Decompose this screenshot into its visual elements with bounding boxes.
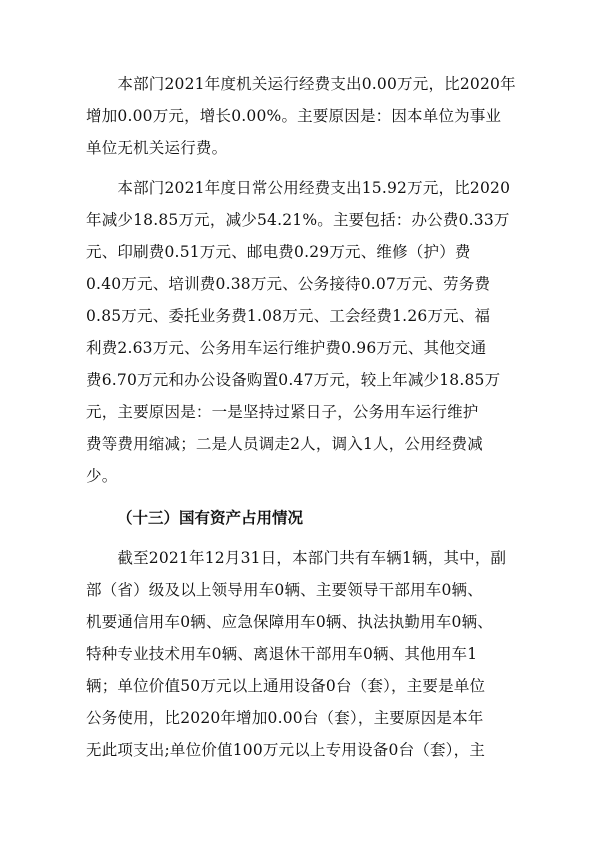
paragraph-line: 辆；单位价值50万元以上通用设备0台（套），主要是单位 [86,677,486,695]
paragraph-line: 利费2.63万元、公务用车运行维护费0.96万元、其他交通 [86,339,487,357]
paragraph-line: 费6.70万元和办公设备购置0.47万元，较上年减少18.85万 [86,371,501,389]
paragraph-public-expenses [86,172,512,492]
paragraph-line: 0.85万元、委托业务费1.08万元、工会经费1.26万元、福 [86,307,491,325]
paragraph-line: 单位无机关运行费。 [86,139,228,157]
paragraph-spacer [86,164,512,172]
document-body [86,68,516,766]
paragraph-line: 元、印刷费0.51万元、邮电费0.29万元、维修（护）费 [86,243,471,261]
paragraph-line: 元，主要原因是：一是坚持过紧日子，公务用车运行维护 [86,403,479,421]
paragraph-spacer [86,534,512,542]
paragraph-state-assets [86,542,512,766]
paragraph-line: 增加0.00万元，增长0.00%。主要原因是：因本单位为事业 [86,107,502,125]
paragraph-line: 机要通信用车0辆、应急保障用车0辆、执法执勤用车0辆、 [86,613,493,631]
paragraph-line: 本部门2021年度日常公用经费支出15.92万元，比2020 [86,179,511,197]
paragraph-spacer [86,492,512,502]
paragraph-line: 公务使用，比2020年增加0.00台（套），主要原因是本年 [86,709,484,727]
paragraph-line: 费等费用缩减；二是人员调走2人，调入1人，公用经费减 [86,435,483,453]
paragraph-line: 少。 [86,467,118,485]
paragraph-operating-expenses [86,68,516,164]
paragraph-line: 本部门2021年度机关运行经费支出0.00万元，比2020年 [86,75,516,93]
paragraph-line: 0.40万元、培训费0.38万元、公务接待0.07万元、劳务费 [86,275,491,293]
paragraph-line: 特种专业技术用车0辆、离退休干部用车0辆、其他用车1 [86,645,478,663]
paragraph-line: 无此项支出;单位价值100万元以上专用设备0台（套），主 [86,741,486,759]
paragraph-line: 年减少18.85万元，减少54.21%。主要包括：办公费0.33万 [86,211,510,229]
paragraph-line: 部（省）级及以上领导用车0辆、主要领导干部用车0辆、 [86,581,483,599]
section-heading: （十三）国有资产占用情况 [117,508,304,527]
paragraph-line: 截至2021年12月31日，本部门共有车辆1辆，其中，副 [86,549,507,567]
